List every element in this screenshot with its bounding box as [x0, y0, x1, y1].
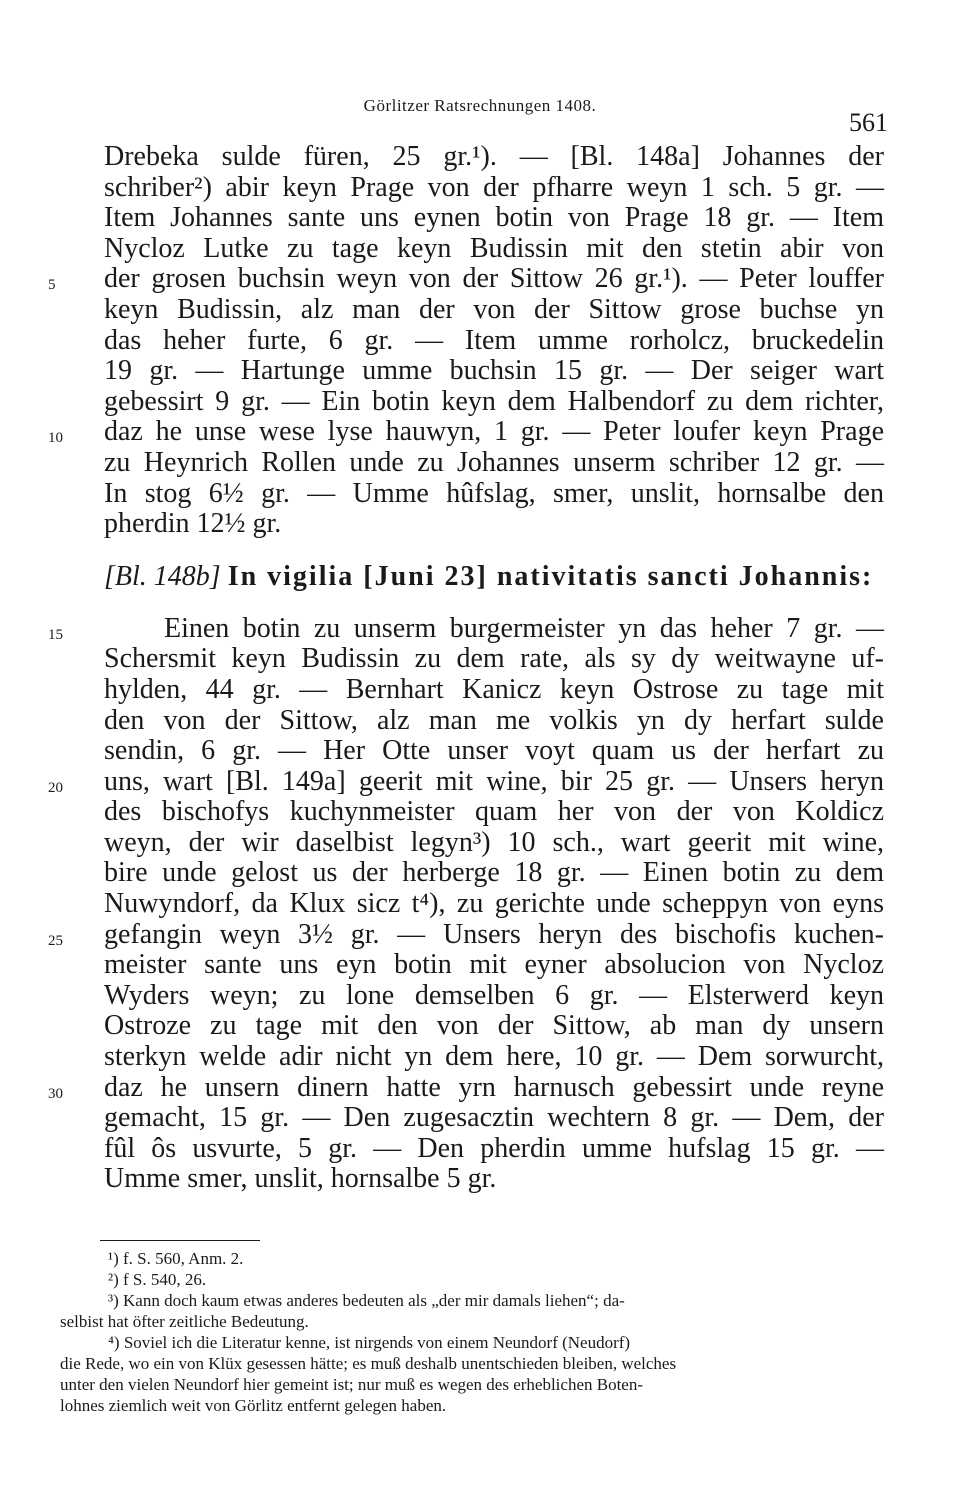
line-text: Drebeka sulde füren, 25 gr.¹). — [Bl. 148a] Johannes der — [104, 141, 884, 172]
running-head: Görlitzer Ratsrechnungen 1408. — [363, 96, 597, 115]
line-text: hylden, 44 gr. — Bernhart Kanicz keyn Ostrose zu tage mit — [104, 673, 884, 705]
text-line — [48, 1071, 884, 1104]
line-text: Schersmit keyn Budissin zu dem rate, als sy dy weitwayne uf- — [104, 643, 884, 675]
text-line — [104, 736, 884, 767]
text-line — [104, 981, 884, 1012]
footnote-line: ²) f S. 540, 26. — [108, 1270, 207, 1289]
text-line — [104, 706, 884, 737]
section-heading — [104, 540, 884, 614]
footnote-line: ³) Kann doch kaum etwas anderes bedeuten als „der mir damals liehen“; da- — [108, 1291, 625, 1310]
line-text: Wyders weyn; zu lone demselben 6 gr. — Elsterwerd keyn — [104, 979, 884, 1011]
text-line — [104, 142, 884, 173]
text-line — [104, 1042, 884, 1073]
line-text: pherdin 12½ gr. — [104, 508, 282, 540]
text-line — [104, 1011, 884, 1042]
body-text — [48, 141, 884, 1195]
line-text: der grosen buchsin weyn von der Sittow 26 gr.¹). — Peter louffer — [104, 263, 884, 295]
text-line — [104, 448, 884, 479]
line-text: keyn Budissin, alz man der von der Sittow grose buchse yn — [104, 293, 884, 325]
text-line — [104, 234, 884, 265]
footnote-rule — [100, 1240, 260, 1241]
line-text: fûl ôs usvurte, 5 gr. — Den pherdin umme hufslag 15 gr. — — [104, 1132, 884, 1164]
text-block-1 — [48, 141, 884, 540]
text-line — [48, 612, 884, 645]
line-text: In stog 6½ gr. — Umme hûfslag, smer, unslit, hornsalbe den — [104, 477, 884, 509]
footnotes — [60, 1248, 860, 1416]
line-text: bire unde gelost us der herberge 18 gr. — Einen botin zu dem — [104, 857, 884, 889]
text-line — [104, 295, 884, 326]
text-line — [104, 1103, 884, 1134]
text-line — [104, 479, 884, 510]
text-line — [104, 950, 884, 981]
line-text: den von der Sittow, alz man me volkis yn dy herfart sulde — [104, 704, 884, 736]
line-text: sterkyn welde adir nicht yn dem here, 10 gr. — Dem sorwurcht, — [104, 1041, 884, 1073]
text-line — [104, 644, 884, 675]
line-text: gemacht, 15 gr. — Den zugesacztin wechtern 8 gr. — Dem, der — [104, 1102, 884, 1134]
text-line — [104, 1134, 884, 1165]
line-text: sendin, 6 gr. — Her Otte unser voyt quam us der herfart zu — [104, 735, 884, 767]
footnote-line: lohnes ziemlich weit von Görlitz entfernt gelegen haben. — [60, 1396, 447, 1415]
line-text: gefangin weyn 3½ gr. — Unsers heryn des bischofis kuchen- — [104, 918, 884, 950]
text-line — [104, 675, 884, 706]
text-line — [48, 765, 884, 798]
text-line — [104, 203, 884, 234]
text-line — [104, 858, 884, 889]
line-text: des bischofys kuchynmeister quam her von der von Koldicz — [104, 796, 884, 828]
text-line — [104, 797, 884, 828]
footnote-line: ⁴) Soviel ich die Literatur kenne, ist nirgends von einem Neundorf (Neudorf) — [108, 1333, 631, 1352]
text-line — [104, 356, 884, 387]
line-text: Nuwyndorf, da Klux sicz t⁴), zu gerichte unde scheppyn von eyns — [104, 888, 884, 920]
footnote-line: die Rede, wo ein von Klüx gesessen hätte; es muß deshalb unentschieden bleiben, welches — [60, 1354, 677, 1373]
line-text: daz he unse wese lyse hauwyn, 1 gr. — Peter loufer keyn Prage — [104, 416, 884, 448]
footnote-line: unter den vielen Neundorf hier gemeint ist; nur muß es wegen des erheblichen Boten- — [60, 1375, 644, 1394]
line-number: 30 — [48, 1085, 63, 1102]
section-heading-ref: [Bl. 148b] — [104, 560, 221, 592]
line-text: Nycloz Lutke zu tage keyn Budissin mit den stetin abir von — [104, 232, 884, 264]
line-text: 19 gr. — Hartunge umme buchsin 15 gr. — Der seiger wart — [104, 355, 884, 387]
line-text: Umme smer, unslit, hornsalbe 5 gr. — [104, 1163, 497, 1195]
line-number: 15 — [48, 626, 63, 643]
text-block-2 — [48, 612, 884, 1195]
text-line — [104, 828, 884, 859]
text-line — [48, 416, 884, 448]
line-text: das heher furte, 6 gr. — Item umme rorholcz, bruckedelin — [104, 324, 884, 356]
text-line — [48, 918, 884, 951]
line-text: Item Johannes sante uns eynen botin von Prage 18 gr. — Item — [104, 202, 884, 234]
line-text: schriber²) abir keyn Prage von der pfharre weyn 1 sch. 5 gr. — — [104, 171, 884, 203]
line-number: 5 — [48, 277, 56, 294]
text-line — [104, 509, 884, 540]
line-text: Ostroze zu tage mit den von der Sittow, ab man dy unsern — [104, 1010, 884, 1042]
footnote-line: ¹) f. S. 560, Anm. 2. — [108, 1249, 244, 1268]
text-line — [104, 173, 884, 204]
line-text: Einen botin zu unserm burgermeister yn das heher 7 gr. — — [164, 612, 884, 644]
text-line — [104, 387, 884, 418]
text-line — [104, 326, 884, 357]
footnote-line: selbist hat öfter zeitliche Bedeutung. — [60, 1312, 309, 1331]
line-text: meister sante uns eyn botin mit eyner absolucion von Nycloz — [104, 949, 884, 981]
text-line — [104, 889, 884, 920]
line-text: daz he unsern dinern hatte yrn harnusch gebessirt unde reyne — [104, 1071, 884, 1103]
line-text: gebessirt 9 gr. — Ein botin keyn dem Halbendorf zu dem richter, — [104, 385, 884, 417]
text-line — [104, 1164, 884, 1195]
line-number: 20 — [48, 779, 63, 796]
text-line — [48, 263, 884, 295]
line-number: 25 — [48, 932, 63, 949]
section-heading-title: In vigilia [Juni 23] nativitatis sancti Johannis: — [227, 560, 874, 592]
line-text: weyn, der wir daselbist legyn³) 10 sch., wart geerit mit wine, — [104, 826, 884, 858]
line-text: zu Heynrich Rollen unde zu Johannes unserm schriber 12 gr. — — [104, 446, 884, 478]
page-number: 561 — [849, 108, 888, 137]
line-number: 10 — [48, 430, 63, 447]
line-text: uns, wart [Bl. 149a] geerit mit wine, bir 25 gr. — Unsers heryn — [104, 765, 884, 797]
